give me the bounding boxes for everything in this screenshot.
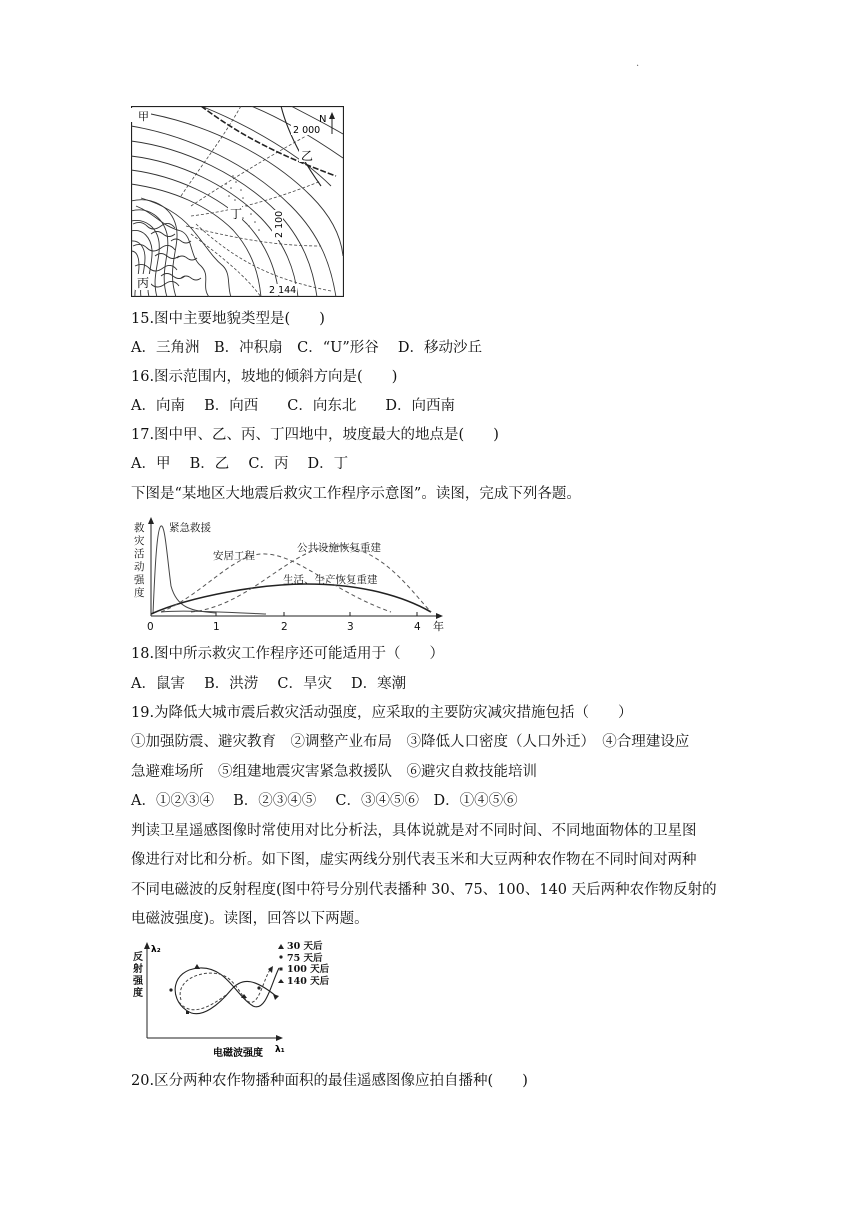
fig3-xlabel: 电磁波强度 [213, 1048, 263, 1059]
curve-dashed [179, 968, 271, 1010]
intro-3-line-4: 电磁波强度)。读图，回答以下两题。 [131, 911, 369, 927]
relief-curve-figure [131, 516, 451, 636]
intro-3-line-1: 判读卫星遥感图像时常使用对比分析法，具体说就是对不同时间、不同地面物体的卫星图 [131, 823, 697, 839]
ylabel-char-6: 度 [134, 587, 145, 599]
q17-options: A．甲 B．乙 C．丙 D．丁 [131, 456, 349, 472]
label-production: 生活、生产恢复重建 [283, 574, 378, 586]
intro-3-line-2: 像进行对比和分析。如下图，虚实两线分别代表玉米和大豆两种农作物在不同时间对两种 [131, 852, 697, 868]
ylabel-char-4: 动 [134, 561, 145, 573]
legend-30: 30 天后 [287, 941, 323, 952]
xtick-1: 1 [213, 621, 220, 633]
fig3-ylabel-2: 射 [133, 964, 143, 975]
contour-2000: 2 000 [293, 125, 321, 136]
label-public: 公共设施恢复重建 [297, 542, 381, 554]
q15-stem: 15.图中主要地貌类型是( ) [131, 311, 325, 327]
label-north: N [319, 114, 327, 125]
contour-2144: 2 144 [269, 285, 297, 296]
ylabel-char-3: 活 [134, 548, 145, 560]
legend-75: 75 天后 [287, 953, 323, 964]
q19-options: A．①②③④ B．②③④⑤ C．③④⑤⑥ D．①④⑤⑥ [131, 793, 518, 809]
ylabel-char-1: 救 [134, 522, 145, 534]
curve-solid [175, 968, 279, 1014]
label-jia: 甲 [138, 110, 149, 123]
q18-options: A．鼠害 B．洪涝 C．旱灾 D．寒潮 [131, 676, 407, 692]
label-yi: 乙 [301, 149, 314, 163]
contour-2100: 2 100 [274, 210, 285, 238]
contour-map-figure [131, 106, 344, 297]
lambda-2-symbol: λ₂ [151, 945, 161, 955]
label-resettle: 安居工程 [213, 550, 255, 562]
q18-stem: 18.图中所示救灾工作程序还可能适用于（ ） [131, 646, 445, 662]
q16-stem: 16.图示范围内，坡地的倾斜方向是( ) [131, 369, 398, 385]
xtick-3: 3 [347, 621, 354, 633]
q20-stem: 20.区分两种农作物播种面积的最佳遥感图像应拍自播种( ) [131, 1073, 528, 1089]
q19-items-2: 急避难场所 ⑤组建地震灾害紧急救援队 ⑥避灾自救技能培训 [131, 764, 537, 780]
fig3-ylabel-4: 度 [133, 988, 143, 999]
xtick-2: 2 [281, 621, 288, 633]
legend-140: 140 天后 [287, 976, 330, 987]
intro-2: 下图是“某地区大地震后救灾工作程序示意图”。读图，完成下列各题。 [131, 486, 581, 502]
q19-stem: 19.为降低大城市震后救灾活动强度，应采取的主要防灾减灾措施包括（ ） [131, 705, 633, 721]
ylabel-char-2: 灾 [134, 535, 145, 547]
ylabel-char-5: 强 [134, 574, 145, 586]
q15-options: A．三角洲 B．冲积扇 C．“U”形谷 D．移动沙丘 [131, 340, 483, 356]
label-bing: 丙 [137, 276, 150, 290]
reflection-figure [131, 940, 371, 1060]
q17-stem: 17.图中甲、乙、丙、丁四地中，坡度最大的地点是( ) [131, 427, 499, 443]
page-dot: . [636, 58, 640, 69]
label-ding: 丁 [230, 207, 243, 221]
q19-items-1: ①加强防震、避灾教育 ②调整产业布局 ③降低人口密度（人口外迁） ④合理建设应 [131, 734, 690, 750]
fig3-ylabel-1: 反 [133, 952, 143, 963]
lambda-1-symbol: λ₁ [275, 1045, 285, 1055]
x-unit: 年 [433, 620, 444, 633]
label-emergency: 紧急救援 [169, 522, 211, 534]
legend-100: 100 天后 [287, 964, 330, 975]
fig3-ylabel-3: 强 [133, 976, 143, 987]
curve-emergency [153, 526, 216, 614]
q16-options: A．向南 B．向西 C．向东北 D．向西南 [131, 398, 455, 414]
intro-3-line-3: 不同电磁波的反射程度(图中符号分别代表播种 30、75、100、140 天后两种农作物反射的 [131, 882, 717, 898]
xtick-4: 4 [414, 621, 421, 633]
xtick-0: 0 [147, 621, 154, 633]
